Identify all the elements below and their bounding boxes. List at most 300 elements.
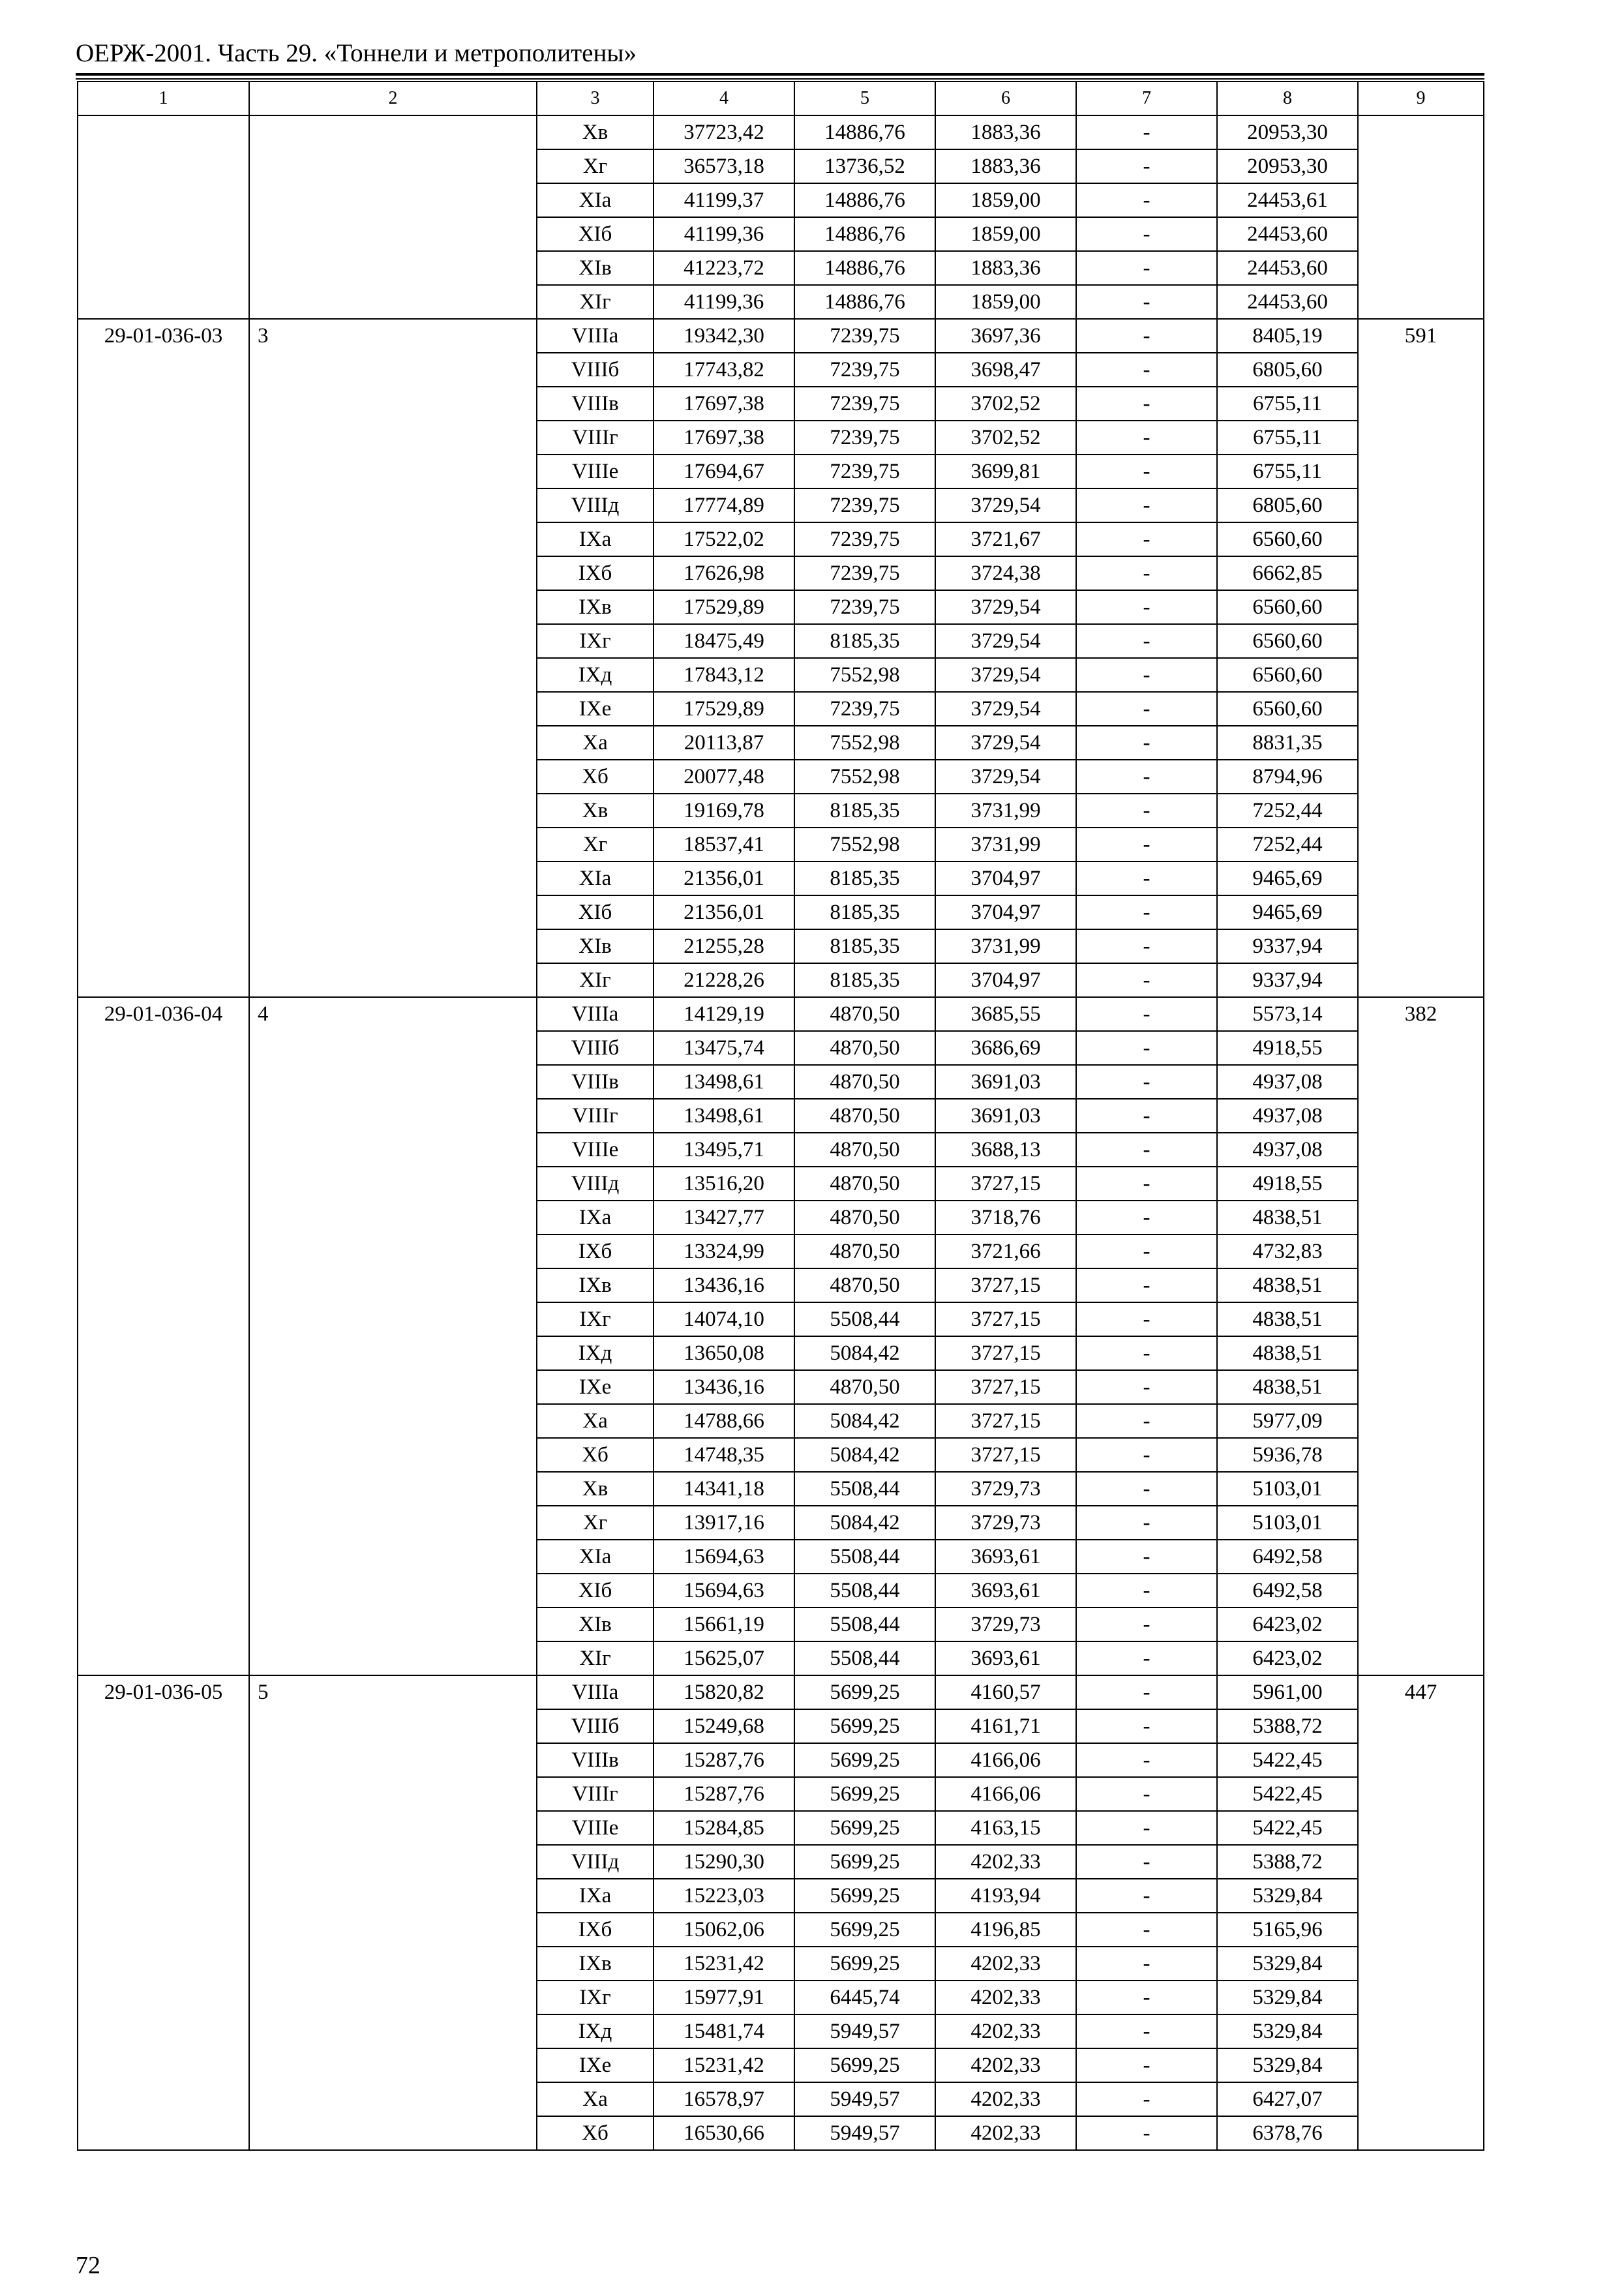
- cell-col8: 5388,72: [1217, 1709, 1358, 1743]
- cell-col5: 5699,25: [794, 1879, 935, 1913]
- cell-col7: -: [1076, 522, 1217, 556]
- cell-col3: VIIIб: [537, 1709, 654, 1743]
- cell-col6: 1883,36: [935, 251, 1076, 285]
- cell-col7: -: [1076, 251, 1217, 285]
- cell-col7: -: [1076, 183, 1217, 217]
- cell-col7: -: [1076, 1913, 1217, 1947]
- cell-col6: 1883,36: [935, 115, 1076, 149]
- cell-col5: 7239,75: [794, 319, 935, 353]
- cell-col8: 5422,45: [1217, 1811, 1358, 1845]
- cell-col6: 3721,67: [935, 522, 1076, 556]
- cell-col5: 5699,25: [794, 1845, 935, 1879]
- cell-col6: 1859,00: [935, 217, 1076, 251]
- cell-col7: -: [1076, 319, 1217, 353]
- cell-col5: 7552,98: [794, 658, 935, 692]
- cell-col5: 8185,35: [794, 624, 935, 658]
- cell-col8: 6805,60: [1217, 353, 1358, 387]
- cell-col8: 9337,94: [1217, 963, 1358, 997]
- cell-col3: VIIIв: [537, 1743, 654, 1777]
- cell-col3: XIг: [537, 285, 654, 319]
- cell-col4: 14074,10: [654, 1302, 794, 1336]
- cell-col5: 7239,75: [794, 387, 935, 421]
- cell-col5: 8185,35: [794, 963, 935, 997]
- cell-col7: -: [1076, 149, 1217, 183]
- rate-number: 5: [249, 1675, 537, 2150]
- cell-col6: 3729,54: [935, 624, 1076, 658]
- cell-col8: 6378,76: [1217, 2116, 1358, 2150]
- cell-col8: 20953,30: [1217, 149, 1358, 183]
- cell-col5: 6445,74: [794, 1981, 935, 2014]
- cell-col8: 4838,51: [1217, 1201, 1358, 1234]
- cell-col6: 3702,52: [935, 421, 1076, 455]
- cell-col8: 5936,78: [1217, 1438, 1358, 1472]
- cell-col4: 15481,74: [654, 2014, 794, 2048]
- cell-col5: 5699,25: [794, 2048, 935, 2082]
- cell-col7: -: [1076, 1370, 1217, 1404]
- cell-col6: 3704,97: [935, 861, 1076, 895]
- cell-col3: IXг: [537, 1302, 654, 1336]
- cell-col3: VIIIд: [537, 1167, 654, 1201]
- page-number: 72: [76, 2252, 100, 2279]
- cell-col5: 14886,76: [794, 183, 935, 217]
- cell-col9-empty: [1358, 115, 1484, 319]
- cell-col6: 4202,33: [935, 1947, 1076, 1981]
- cell-col5: 5508,44: [794, 1302, 935, 1336]
- cell-col7: -: [1076, 1167, 1217, 1201]
- cell-col5: 14886,76: [794, 251, 935, 285]
- cell-col4: 13498,61: [654, 1065, 794, 1099]
- table-body: [78, 82, 1484, 2150]
- cell-col5: 4870,50: [794, 1268, 935, 1302]
- cell-col3: IXе: [537, 2048, 654, 2082]
- cell-col4: 15661,19: [654, 1608, 794, 1641]
- cell-col3: Хб: [537, 760, 654, 794]
- cell-col5: 5084,42: [794, 1506, 935, 1540]
- cell-col4: 15694,63: [654, 1540, 794, 1574]
- cell-col4: 14129,19: [654, 997, 794, 1031]
- cell-col8: 5103,01: [1217, 1506, 1358, 1540]
- cell-col4: 17529,89: [654, 692, 794, 726]
- cell-col6: 3727,15: [935, 1268, 1076, 1302]
- cell-col9: 591: [1358, 319, 1484, 997]
- cell-col8: 6560,60: [1217, 522, 1358, 556]
- cell-col3: VIIIв: [537, 1065, 654, 1099]
- cell-col4: 15820,82: [654, 1675, 794, 1709]
- cell-col5: 4870,50: [794, 1031, 935, 1065]
- cell-col7: -: [1076, 387, 1217, 421]
- cell-col3: Хв: [537, 1472, 654, 1506]
- cell-col6: 3704,97: [935, 895, 1076, 929]
- cell-col7: -: [1076, 421, 1217, 455]
- rate-number: 3: [249, 319, 537, 997]
- cell-col7: -: [1076, 1438, 1217, 1472]
- cell-col4: 21255,28: [654, 929, 794, 963]
- column-number-cell: 9: [1358, 82, 1484, 115]
- cell-col3: IXв: [537, 1947, 654, 1981]
- cell-col6: 3686,69: [935, 1031, 1076, 1065]
- cell-col7: -: [1076, 1608, 1217, 1641]
- cell-col4: 17529,89: [654, 590, 794, 624]
- cell-col6: 3702,52: [935, 387, 1076, 421]
- cell-col4: 13516,20: [654, 1167, 794, 1201]
- cell-col6: 3691,03: [935, 1099, 1076, 1133]
- cell-col7: -: [1076, 353, 1217, 387]
- header-rule: [76, 73, 1484, 76]
- cell-col5: 8185,35: [794, 861, 935, 895]
- cell-col5: 7239,75: [794, 455, 935, 488]
- column-number-cell: 1: [78, 82, 249, 115]
- cell-col6: 3729,54: [935, 760, 1076, 794]
- cell-col8: 24453,61: [1217, 183, 1358, 217]
- cell-code-empty: [78, 115, 249, 319]
- cell-col3: XIг: [537, 1641, 654, 1675]
- cell-col5: 4870,50: [794, 1065, 935, 1099]
- cell-col8: 5422,45: [1217, 1777, 1358, 1811]
- cell-col8: 5329,84: [1217, 2014, 1358, 2048]
- cell-col8: 6662,85: [1217, 556, 1358, 590]
- cell-col5: 4870,50: [794, 1234, 935, 1268]
- cell-col8: 5329,84: [1217, 1879, 1358, 1913]
- cell-col4: 14341,18: [654, 1472, 794, 1506]
- cell-col3: XIб: [537, 895, 654, 929]
- cell-col8: 6560,60: [1217, 658, 1358, 692]
- cell-col5: 14886,76: [794, 285, 935, 319]
- column-number-cell: 5: [794, 82, 935, 115]
- cell-col7: -: [1076, 1268, 1217, 1302]
- cell-col7: -: [1076, 1472, 1217, 1506]
- cell-col8: 5422,45: [1217, 1743, 1358, 1777]
- rate-number: 4: [249, 997, 537, 1675]
- cell-col4: 41199,37: [654, 183, 794, 217]
- cell-col3: VIIIа: [537, 997, 654, 1031]
- cell-col5: 4870,50: [794, 1167, 935, 1201]
- cell-col8: 20953,30: [1217, 115, 1358, 149]
- cell-col7: -: [1076, 1133, 1217, 1167]
- cell-col7: -: [1076, 2082, 1217, 2116]
- cell-col8: 4937,08: [1217, 1133, 1358, 1167]
- cell-col5: 7239,75: [794, 353, 935, 387]
- cell-col4: 15062,06: [654, 1913, 794, 1947]
- cell-col5: 7552,98: [794, 828, 935, 861]
- cell-col4: 13650,08: [654, 1336, 794, 1370]
- cell-col8: 4838,51: [1217, 1336, 1358, 1370]
- cell-name-empty: [249, 115, 537, 319]
- cell-col8: 6423,02: [1217, 1641, 1358, 1675]
- page-header-title: ОЕРЖ-2001. Часть 29. «Тоннели и метрополитены»: [76, 39, 637, 67]
- cell-col6: 3688,13: [935, 1133, 1076, 1167]
- cell-col3: IXб: [537, 556, 654, 590]
- cell-col4: 21228,26: [654, 963, 794, 997]
- cell-col5: 5949,57: [794, 2014, 935, 2048]
- cell-col7: -: [1076, 861, 1217, 895]
- cell-col4: 15231,42: [654, 2048, 794, 2082]
- cell-col8: 4838,51: [1217, 1302, 1358, 1336]
- cell-col3: IXб: [537, 1234, 654, 1268]
- cell-col3: Хг: [537, 1506, 654, 1540]
- cell-col7: -: [1076, 590, 1217, 624]
- cell-col5: 5084,42: [794, 1404, 935, 1438]
- cell-col6: 3724,38: [935, 556, 1076, 590]
- cell-col3: IXе: [537, 1370, 654, 1404]
- cell-col4: 41223,72: [654, 251, 794, 285]
- cell-col7: -: [1076, 828, 1217, 861]
- cell-col8: 6755,11: [1217, 387, 1358, 421]
- cell-col6: 3721,66: [935, 1234, 1076, 1268]
- cell-col3: VIIIе: [537, 1133, 654, 1167]
- cell-col8: 6492,58: [1217, 1540, 1358, 1574]
- cell-col8: 4918,55: [1217, 1031, 1358, 1065]
- cell-col6: 3685,55: [935, 997, 1076, 1031]
- cell-col7: -: [1076, 1777, 1217, 1811]
- cell-col6: 4202,33: [935, 2116, 1076, 2150]
- cell-col3: IXв: [537, 1268, 654, 1302]
- cell-col3: Хг: [537, 828, 654, 861]
- cell-col6: 3731,99: [935, 828, 1076, 861]
- cell-col6: 3729,73: [935, 1472, 1076, 1506]
- cell-col5: 5699,25: [794, 1777, 935, 1811]
- cell-col5: 13736,52: [794, 149, 935, 183]
- cell-col8: 8794,96: [1217, 760, 1358, 794]
- cell-col4: 15287,76: [654, 1777, 794, 1811]
- cell-col6: 1883,36: [935, 149, 1076, 183]
- cell-col6: 3731,99: [935, 929, 1076, 963]
- cell-col7: -: [1076, 1065, 1217, 1099]
- cell-col3: VIIIе: [537, 455, 654, 488]
- cell-col7: -: [1076, 997, 1217, 1031]
- cell-col5: 14886,76: [794, 115, 935, 149]
- cell-col8: 5165,96: [1217, 1913, 1358, 1947]
- cell-col5: 5949,57: [794, 2082, 935, 2116]
- cell-col4: 15977,91: [654, 1981, 794, 2014]
- column-number-cell: 2: [249, 82, 537, 115]
- cell-col4: 15231,42: [654, 1947, 794, 1981]
- cell-col9: 382: [1358, 997, 1484, 1675]
- cell-col4: 15287,76: [654, 1743, 794, 1777]
- cell-col7: -: [1076, 1404, 1217, 1438]
- cell-col8: 6755,11: [1217, 421, 1358, 455]
- cell-col8: 5977,09: [1217, 1404, 1358, 1438]
- cell-col7: -: [1076, 1879, 1217, 1913]
- cell-col6: 4193,94: [935, 1879, 1076, 1913]
- cell-col6: 3727,15: [935, 1438, 1076, 1472]
- cell-col8: 4732,83: [1217, 1234, 1358, 1268]
- cell-col4: 41199,36: [654, 285, 794, 319]
- cell-col7: -: [1076, 1981, 1217, 2014]
- cell-col4: 16530,66: [654, 2116, 794, 2150]
- cell-col8: 7252,44: [1217, 794, 1358, 828]
- cell-col6: 4166,06: [935, 1743, 1076, 1777]
- column-number-row: [78, 82, 1484, 115]
- cell-col6: 3697,36: [935, 319, 1076, 353]
- table-row: [78, 997, 1484, 1031]
- cell-col9: 447: [1358, 1675, 1484, 2150]
- cell-col4: 15625,07: [654, 1641, 794, 1675]
- cell-col8: 4838,51: [1217, 1268, 1358, 1302]
- cell-col7: -: [1076, 1709, 1217, 1743]
- cell-col6: 3729,73: [935, 1506, 1076, 1540]
- cell-col8: 7252,44: [1217, 828, 1358, 861]
- cell-col3: IXа: [537, 1879, 654, 1913]
- cell-col3: XIа: [537, 1540, 654, 1574]
- column-number-cell: 8: [1217, 82, 1358, 115]
- cell-col3: VIIIб: [537, 1031, 654, 1065]
- cell-col5: 4870,50: [794, 1201, 935, 1234]
- rate-code: 29-01-036-04: [78, 997, 249, 1675]
- cell-col4: 21356,01: [654, 895, 794, 929]
- cell-col4: 21356,01: [654, 861, 794, 895]
- cell-col5: 5699,25: [794, 1811, 935, 1845]
- cell-col4: 19169,78: [654, 794, 794, 828]
- cell-col4: 16578,97: [654, 2082, 794, 2116]
- column-number-cell: 4: [654, 82, 794, 115]
- cell-col4: 14788,66: [654, 1404, 794, 1438]
- cell-col5: 5084,42: [794, 1336, 935, 1370]
- cell-col6: 4160,57: [935, 1675, 1076, 1709]
- cell-col8: 6427,07: [1217, 2082, 1358, 2116]
- cell-col8: 9465,69: [1217, 895, 1358, 929]
- cell-col7: -: [1076, 1743, 1217, 1777]
- cell-col3: Хб: [537, 2116, 654, 2150]
- cell-col8: 6423,02: [1217, 1608, 1358, 1641]
- cell-col3: Хб: [537, 1438, 654, 1472]
- cell-col6: 4202,33: [935, 1981, 1076, 2014]
- cell-col7: -: [1076, 1201, 1217, 1234]
- cell-col3: VIIIг: [537, 421, 654, 455]
- cell-col7: -: [1076, 2048, 1217, 2082]
- cell-col4: 37723,42: [654, 115, 794, 149]
- cell-col7: -: [1076, 115, 1217, 149]
- cell-col6: 3718,76: [935, 1201, 1076, 1234]
- cell-col5: 8185,35: [794, 929, 935, 963]
- cell-col8: 24453,60: [1217, 285, 1358, 319]
- cell-col7: -: [1076, 1641, 1217, 1675]
- cell-col4: 15249,68: [654, 1709, 794, 1743]
- cell-col6: 3727,15: [935, 1370, 1076, 1404]
- cell-col4: 14748,35: [654, 1438, 794, 1472]
- cell-col6: 4166,06: [935, 1777, 1076, 1811]
- cell-col3: XIа: [537, 861, 654, 895]
- cell-col4: 17774,89: [654, 488, 794, 522]
- table-row: [78, 115, 1484, 149]
- cell-col5: 5699,25: [794, 1947, 935, 1981]
- cell-col6: 3727,15: [935, 1167, 1076, 1201]
- cell-col5: 5508,44: [794, 1641, 935, 1675]
- cell-col8: 5329,84: [1217, 2048, 1358, 2082]
- cell-col8: 4838,51: [1217, 1370, 1358, 1404]
- cell-col5: 5508,44: [794, 1472, 935, 1506]
- cell-col7: -: [1076, 760, 1217, 794]
- cell-col6: 1859,00: [935, 285, 1076, 319]
- cell-col7: -: [1076, 895, 1217, 929]
- cell-col4: 18475,49: [654, 624, 794, 658]
- cell-col3: IXе: [537, 692, 654, 726]
- cell-col7: -: [1076, 1336, 1217, 1370]
- cell-col3: Хв: [537, 115, 654, 149]
- cell-col6: 4202,33: [935, 1845, 1076, 1879]
- cell-col5: 4870,50: [794, 1370, 935, 1404]
- cell-col6: 3729,54: [935, 726, 1076, 760]
- cell-col4: 17522,02: [654, 522, 794, 556]
- cell-col4: 17694,67: [654, 455, 794, 488]
- cell-col6: 3727,15: [935, 1336, 1076, 1370]
- cell-col8: 9465,69: [1217, 861, 1358, 895]
- cell-col3: VIIIг: [537, 1777, 654, 1811]
- cell-col3: XIа: [537, 183, 654, 217]
- cell-col8: 9337,94: [1217, 929, 1358, 963]
- cell-col5: 5699,25: [794, 1913, 935, 1947]
- cell-col7: -: [1076, 726, 1217, 760]
- cell-col8: 24453,60: [1217, 251, 1358, 285]
- cell-col7: -: [1076, 624, 1217, 658]
- rate-code: 29-01-036-05: [78, 1675, 249, 2150]
- cell-col5: 5084,42: [794, 1438, 935, 1472]
- cell-col8: 6805,60: [1217, 488, 1358, 522]
- cell-col7: -: [1076, 794, 1217, 828]
- column-number-cell: 7: [1076, 82, 1217, 115]
- cell-col8: 6560,60: [1217, 590, 1358, 624]
- cell-col7: -: [1076, 556, 1217, 590]
- cell-col8: 6492,58: [1217, 1574, 1358, 1608]
- cell-col6: 3729,54: [935, 590, 1076, 624]
- cell-col4: 13427,77: [654, 1201, 794, 1234]
- cell-col4: 41199,36: [654, 217, 794, 251]
- cell-col3: VIIIб: [537, 353, 654, 387]
- cell-col5: 7239,75: [794, 421, 935, 455]
- cell-col4: 13436,16: [654, 1370, 794, 1404]
- header-rule-thin: [76, 78, 1484, 80]
- cell-col8: 8831,35: [1217, 726, 1358, 760]
- cell-col7: -: [1076, 1811, 1217, 1845]
- cell-col7: -: [1076, 1234, 1217, 1268]
- cell-col5: 8185,35: [794, 794, 935, 828]
- cell-col5: 14886,76: [794, 217, 935, 251]
- cell-col4: 20077,48: [654, 760, 794, 794]
- cell-col4: 13917,16: [654, 1506, 794, 1540]
- cell-col4: 13495,71: [654, 1133, 794, 1167]
- cell-col3: IXв: [537, 590, 654, 624]
- cell-col3: VIIIе: [537, 1811, 654, 1845]
- cell-col4: 13498,61: [654, 1099, 794, 1133]
- cell-col6: 3729,73: [935, 1608, 1076, 1641]
- cell-col3: IXд: [537, 1336, 654, 1370]
- cell-col7: -: [1076, 285, 1217, 319]
- cell-col5: 5699,25: [794, 1675, 935, 1709]
- rate-code: 29-01-036-03: [78, 319, 249, 997]
- cell-col4: 36573,18: [654, 149, 794, 183]
- cell-col3: VIIIа: [537, 1675, 654, 1709]
- cell-col3: VIIIд: [537, 1845, 654, 1879]
- cell-col7: -: [1076, 1574, 1217, 1608]
- cell-col6: 3693,61: [935, 1641, 1076, 1675]
- cell-col5: 7239,75: [794, 488, 935, 522]
- cell-col5: 5508,44: [794, 1608, 935, 1641]
- cell-col4: 17697,38: [654, 421, 794, 455]
- cell-col6: 4163,15: [935, 1811, 1076, 1845]
- cell-col3: Ха: [537, 2082, 654, 2116]
- cell-col7: -: [1076, 1302, 1217, 1336]
- cell-col6: 3729,54: [935, 692, 1076, 726]
- cell-col3: Хг: [537, 149, 654, 183]
- cell-col4: 20113,87: [654, 726, 794, 760]
- cell-col7: -: [1076, 488, 1217, 522]
- cell-col7: -: [1076, 1845, 1217, 1879]
- cell-col5: 4870,50: [794, 1133, 935, 1167]
- cell-col7: -: [1076, 1099, 1217, 1133]
- cell-col7: -: [1076, 455, 1217, 488]
- cell-col6: 4202,33: [935, 2082, 1076, 2116]
- cell-col8: 5388,72: [1217, 1845, 1358, 1879]
- cell-col8: 4918,55: [1217, 1167, 1358, 1201]
